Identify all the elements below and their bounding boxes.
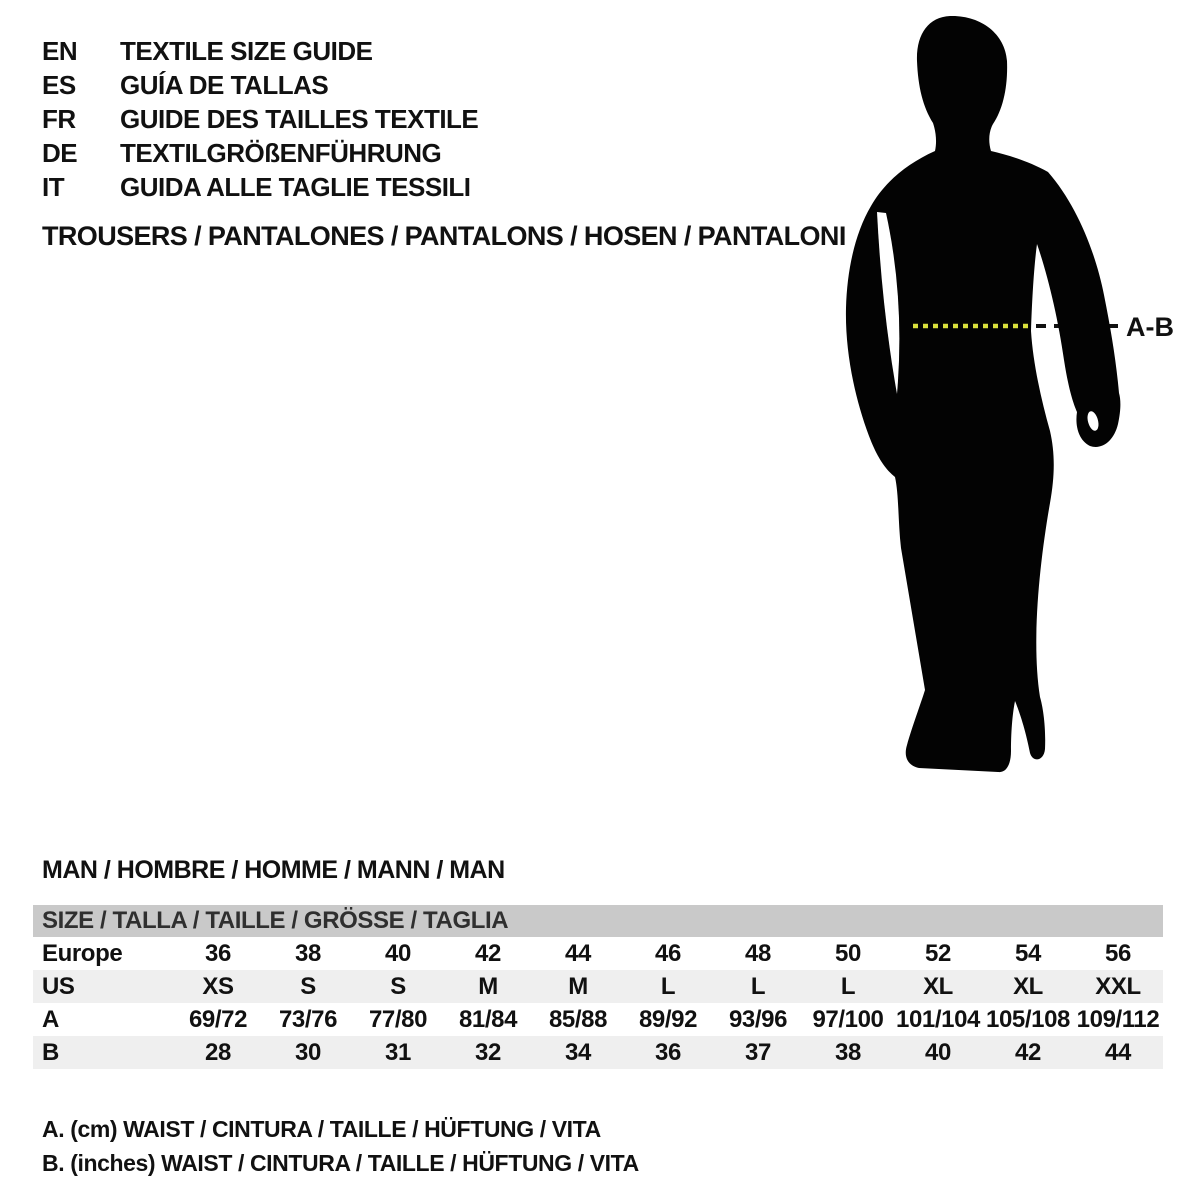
size-table-header-label: SIZE / TALLA / TAILLE / GRÖSSE / TAGLIA	[42, 907, 509, 934]
row-label-cell: B	[42, 1038, 59, 1066]
value-cell: 46	[655, 939, 681, 967]
language-label: TEXTILE SIZE GUIDE	[120, 35, 373, 66]
language-label: GUIDE DES TAILLES TEXTILE	[120, 103, 479, 134]
value-cell: 40	[925, 1038, 951, 1066]
value-cell: XL	[1013, 972, 1043, 1000]
category-title: TROUSERS / PANTALONES / PANTALONS / HOSEN / PANTALONI	[42, 221, 846, 251]
value-cell: 31	[385, 1038, 411, 1066]
value-cell: 89/92	[638, 1005, 698, 1033]
value-cell: 34	[565, 1038, 591, 1066]
language-label: GUIDA ALLE TAGLIE TESSILI	[120, 171, 471, 202]
value-cell: XS	[202, 972, 234, 1000]
value-cell: 36	[205, 939, 231, 967]
value-cell: 93/96	[728, 1005, 788, 1033]
value-cell: 32	[475, 1038, 501, 1066]
language-code: ES	[42, 69, 76, 100]
value-cell: 56	[1105, 939, 1131, 967]
table-row	[33, 1036, 1163, 1069]
value-cell: 36	[655, 1038, 681, 1066]
language-code: FR	[42, 103, 76, 134]
value-cell: 28	[205, 1038, 231, 1066]
value-cell: 105/108	[986, 1005, 1070, 1033]
value-cell: XXL	[1095, 972, 1141, 1000]
value-cell: 81/84	[458, 1005, 518, 1033]
size-table-header	[33, 905, 1163, 937]
value-cell: 77/80	[368, 1005, 428, 1033]
value-cell: S	[300, 972, 316, 1000]
measure-label: A-B	[1126, 312, 1174, 342]
value-cell: L	[750, 972, 766, 1000]
value-cell: 97/100	[812, 1005, 884, 1033]
value-cell: 44	[1105, 1038, 1131, 1066]
value-cell: L	[840, 972, 856, 1000]
language-label: GUÍA DE TALLAS	[120, 69, 329, 100]
man-silhouette	[846, 16, 1120, 772]
note-line: B. (inches) WAIST / CINTURA / TAILLE / HÜFTUNG / VITA	[42, 1149, 639, 1176]
value-cell: 37	[745, 1038, 771, 1066]
value-cell: 30	[295, 1038, 321, 1066]
value-cell: 38	[835, 1038, 861, 1066]
value-cell: 54	[1015, 939, 1041, 967]
language-code: EN	[42, 35, 78, 66]
value-cell: 38	[295, 939, 321, 967]
value-cell: 73/76	[278, 1005, 338, 1033]
value-cell: 85/88	[548, 1005, 608, 1033]
value-cell: M	[568, 972, 588, 1000]
value-cell: 40	[385, 939, 411, 967]
language-code: DE	[42, 137, 78, 168]
table-row	[33, 970, 1163, 1003]
row-label-cell: Europe	[42, 939, 123, 967]
size-table-body	[33, 937, 1163, 1069]
value-cell: 42	[475, 939, 501, 967]
language-label: TEXTILGRÖßENFÜHRUNG	[120, 137, 442, 168]
value-cell: 101/104	[896, 1005, 980, 1033]
table-row	[33, 1003, 1163, 1036]
value-cell: XL	[923, 972, 953, 1000]
note-line: A. (cm) WAIST / CINTURA / TAILLE / HÜFTUNG / VITA	[42, 1115, 601, 1142]
value-cell: 48	[745, 939, 771, 967]
value-cell: 42	[1015, 1038, 1041, 1066]
notes	[42, 1112, 639, 1180]
size-table	[33, 905, 1163, 1069]
value-cell: 52	[925, 939, 951, 967]
row-label-cell: A	[42, 1005, 59, 1033]
value-cell: S	[390, 972, 406, 1000]
value-cell: 69/72	[188, 1005, 248, 1033]
value-cell: 109/112	[1076, 1005, 1160, 1033]
value-cell: 44	[565, 939, 591, 967]
table-row	[33, 937, 1163, 970]
language-code: IT	[42, 171, 65, 202]
value-cell: L	[660, 972, 676, 1000]
section-title: MAN / HOMBRE / HOMME / MANN / MAN	[42, 856, 505, 884]
row-label-cell: US	[42, 972, 75, 1000]
value-cell: 50	[835, 939, 861, 967]
value-cell: M	[478, 972, 498, 1000]
